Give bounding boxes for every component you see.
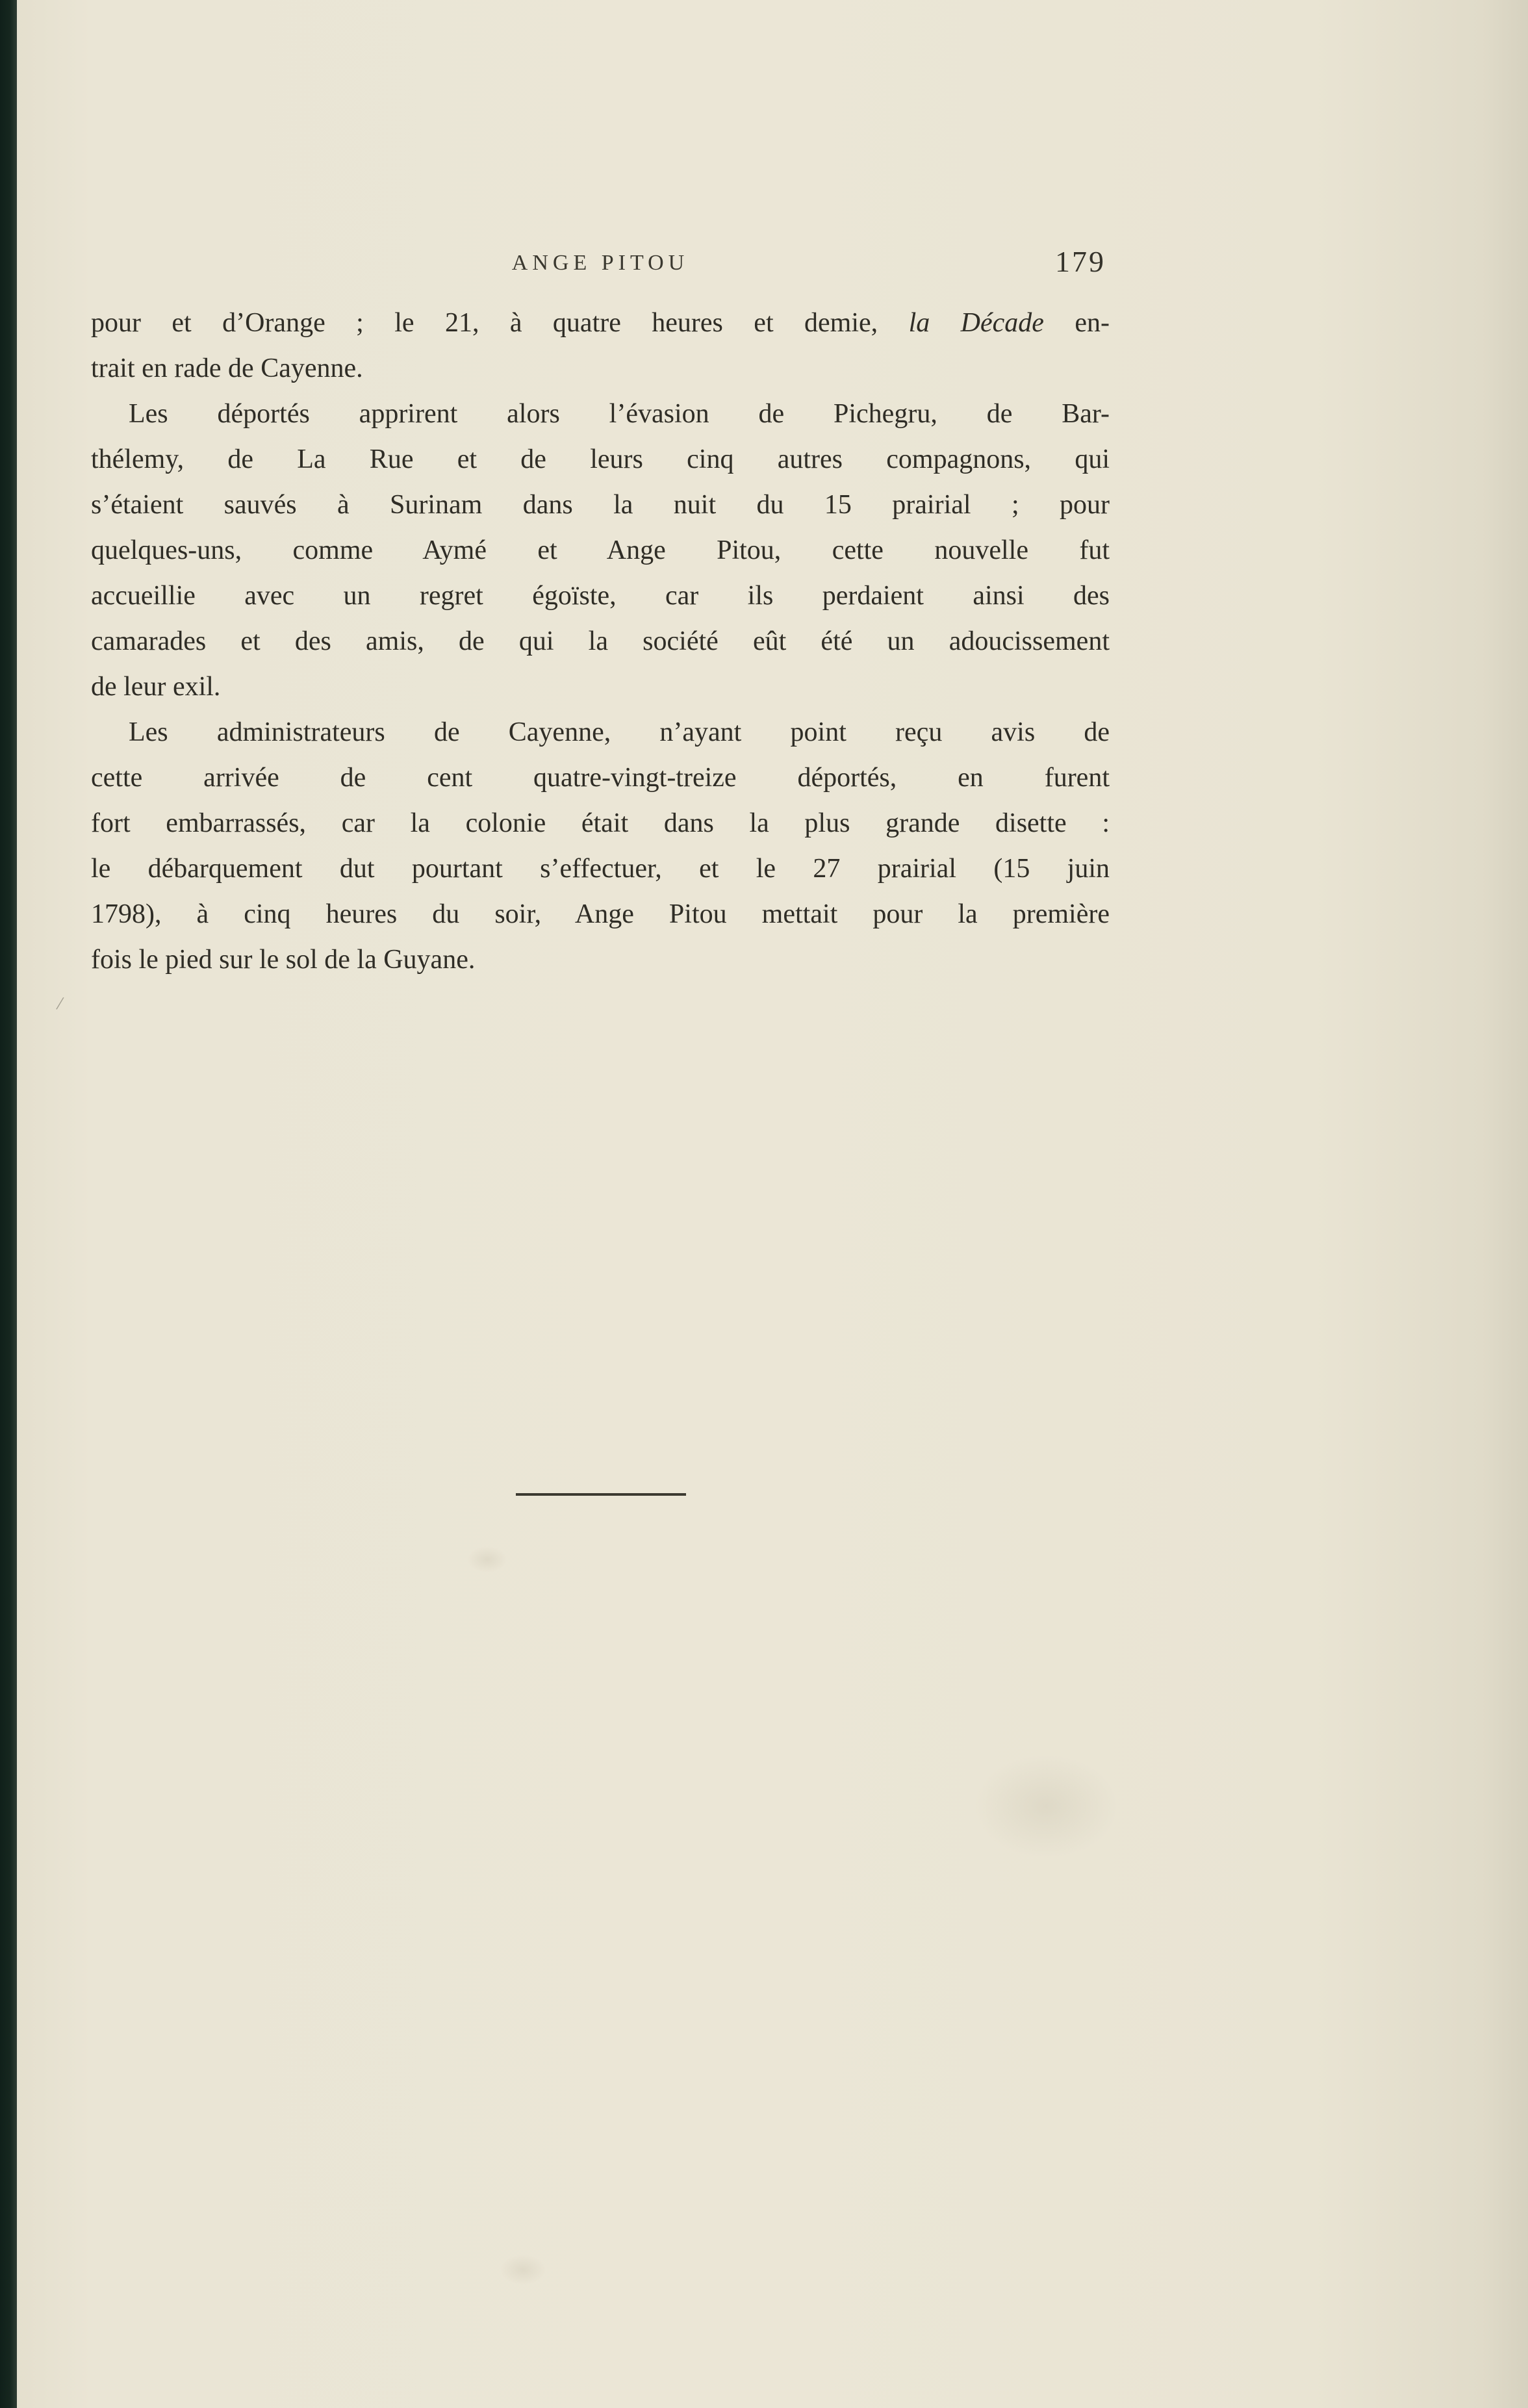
text-line: camarades et des amis, de qui la société eût été un adoucissement (91, 626, 1110, 656)
text-line: cette arrivée de cent quatre-vingt-treize déportés, en furent (91, 763, 1110, 793)
text-line (91, 300, 1110, 346)
text-segment: pour et d’Orange ; le 21, à quatre heures et demie, (91, 308, 909, 338)
body-text (91, 300, 1110, 982)
scan-artifact: / (55, 992, 65, 1015)
text-line: Les déportés apprirent alors l’évasion de Pichegru, de Bar- (129, 399, 1110, 429)
scan-stain (974, 1754, 1117, 1858)
section-divider (516, 1493, 686, 1496)
text-line: s’étaient sauvés à Surinam dans la nuit du 15 prairial ; pour (91, 490, 1110, 520)
text-line: 1798), à cinq heures du soir, Ange Pitou mettait pour la première (91, 899, 1110, 929)
text-line: thélemy, de La Rue et de leurs cinq autres compagnons, qui (91, 444, 1110, 474)
text-line: de leur exil. (91, 672, 221, 702)
scan-stain (468, 1546, 507, 1572)
text-line: fort embarrassés, car la colonie était dans la plus grande disette : (91, 808, 1110, 838)
text-line: trait en rade de Cayenne. (91, 353, 363, 383)
text-segment-italic: la Décade (908, 308, 1044, 338)
text-line: le débarquement dut pourtant s’effectuer, et le 27 prairial (15 juin (91, 854, 1110, 884)
text-line: fois le pied sur le sol de la Guyane. (91, 945, 476, 975)
page-header-title: ANGE PITOU (511, 251, 689, 275)
scan-stain (500, 2255, 546, 2285)
text-line: Les administrateurs de Cayenne, n’ayant point reçu avis de (129, 717, 1110, 747)
book-spine (0, 0, 17, 2408)
text-line: quelques-uns, comme Aymé et Ange Pitou, cette nouvelle fut (91, 535, 1110, 565)
page-number: 179 (1055, 245, 1106, 278)
text-segment: en- (1043, 308, 1110, 338)
text-line: accueillie avec un regret égoïste, car ils perdaient ainsi des (91, 581, 1110, 611)
page-header (91, 244, 1110, 290)
